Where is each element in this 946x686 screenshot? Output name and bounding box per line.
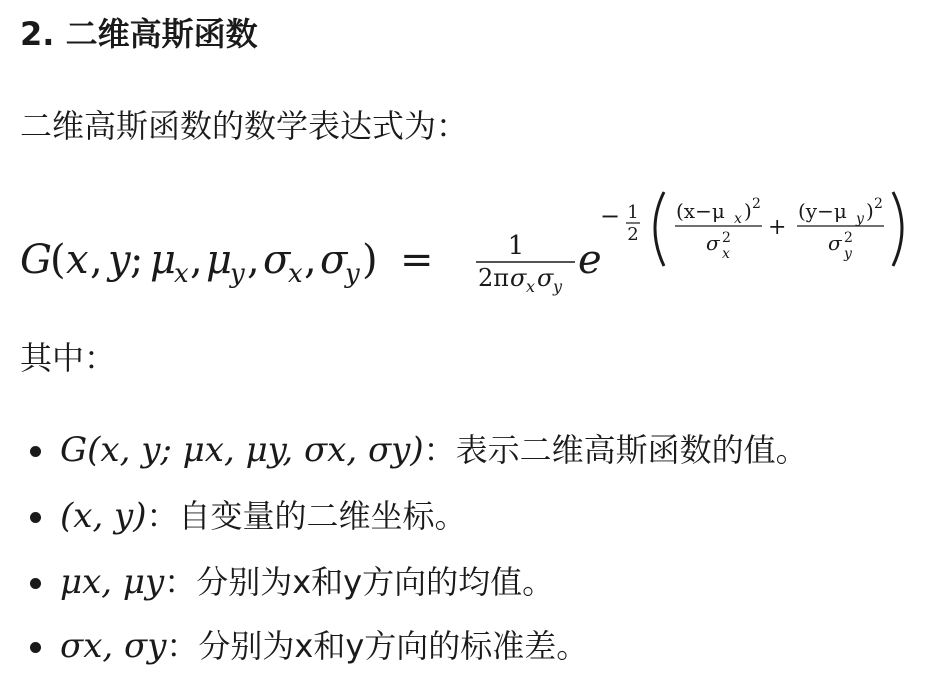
- frac-numerator: 1: [507, 231, 525, 261]
- term1-den-sigma: σ: [706, 231, 720, 255]
- formula-sigma-y-sub: y: [345, 259, 360, 289]
- formula-comma-3: ,: [247, 237, 260, 283]
- formula-semicolon: ;: [130, 237, 144, 283]
- formula-lparen: (: [50, 237, 66, 283]
- frac-den-sigma-x: σ: [510, 264, 527, 292]
- list-item: [0, 616, 946, 676]
- term1-num-close: ): [744, 199, 752, 223]
- list-item-text: ：分别为x和y方向的均值。: [164, 563, 555, 601]
- formula-G: G: [20, 237, 52, 283]
- formula-equals: =: [400, 237, 434, 283]
- formula-e: e: [578, 237, 602, 283]
- formula-y: y: [108, 237, 131, 283]
- term2-num-sub: y: [856, 211, 864, 227]
- formula-comma-4: ,: [304, 237, 317, 283]
- term2-num-sq: 2: [874, 196, 883, 212]
- list-item-text: ：自变量的二维坐标。: [146, 497, 467, 535]
- frac-den-sigma-x-sub: x: [526, 277, 536, 296]
- frac-denominator-2pi: 2π: [478, 264, 510, 292]
- formula-comma-1: ,: [90, 237, 103, 283]
- term1-num-sub: x: [734, 211, 742, 227]
- exp-big-rparen: [893, 192, 902, 266]
- term2-den-sigma: σ: [828, 231, 842, 255]
- exp-big-lparen: [655, 192, 664, 266]
- where-label: 其中：: [20, 339, 117, 377]
- list-item: [0, 420, 946, 480]
- bullet-icon: [30, 512, 41, 523]
- section-heading: 2. 二维高斯函数: [20, 15, 258, 53]
- term2-numerator: (y−μ: [798, 199, 847, 223]
- term2-den-sq: 2: [844, 230, 853, 246]
- list-item: [0, 552, 946, 612]
- list-item-text: ：表示二维高斯函数的值。: [423, 431, 808, 469]
- formula-sigma-y: σ: [320, 237, 348, 283]
- formula-x: x: [66, 237, 89, 283]
- bullet-icon: [30, 642, 41, 653]
- exp-half-num: 1: [627, 202, 639, 223]
- frac-den-sigma-y-sub: y: [553, 277, 563, 296]
- list-item-math: σx, σy: [60, 626, 167, 666]
- term1-den-sub: x: [722, 246, 730, 262]
- exp-plus: +: [768, 215, 787, 240]
- term2-den-sub: y: [844, 246, 852, 262]
- list-item: [0, 486, 946, 546]
- list-item-math: μx, μy: [60, 562, 165, 602]
- formula-sigma-x-sub: x: [288, 259, 303, 289]
- list-item-math: (x, y): [60, 496, 147, 536]
- term1-numerator: (x−μ: [676, 199, 725, 223]
- exp-half-den: 2: [627, 224, 639, 245]
- formula-sigma-x: σ: [263, 237, 291, 283]
- formula-comma-2: ,: [190, 237, 203, 283]
- term1-den-sq: 2: [722, 230, 731, 246]
- gaussian-formula: [0, 178, 946, 298]
- formula-mu-x-sub: x: [174, 259, 189, 289]
- frac-den-sigma-y: σ: [537, 264, 554, 292]
- bullet-icon: [30, 446, 41, 457]
- formula-mu-y-sub: y: [230, 259, 245, 289]
- intro-paragraph: 二维高斯函数的数学表达式为：: [20, 107, 469, 145]
- bullet-icon: [30, 578, 41, 589]
- list-item-math: G(x, y; μx, μy, σx, σy): [60, 430, 424, 470]
- formula-mu-y: μ: [206, 237, 232, 283]
- list-item-text: ：分别为x和y方向的标准差。: [166, 627, 589, 665]
- term1-num-sq: 2: [752, 196, 761, 212]
- term2-num-close: ): [866, 199, 874, 223]
- formula-mu-x: μ: [150, 237, 176, 283]
- formula-rparen: ): [362, 237, 378, 283]
- exp-minus: −: [600, 202, 621, 230]
